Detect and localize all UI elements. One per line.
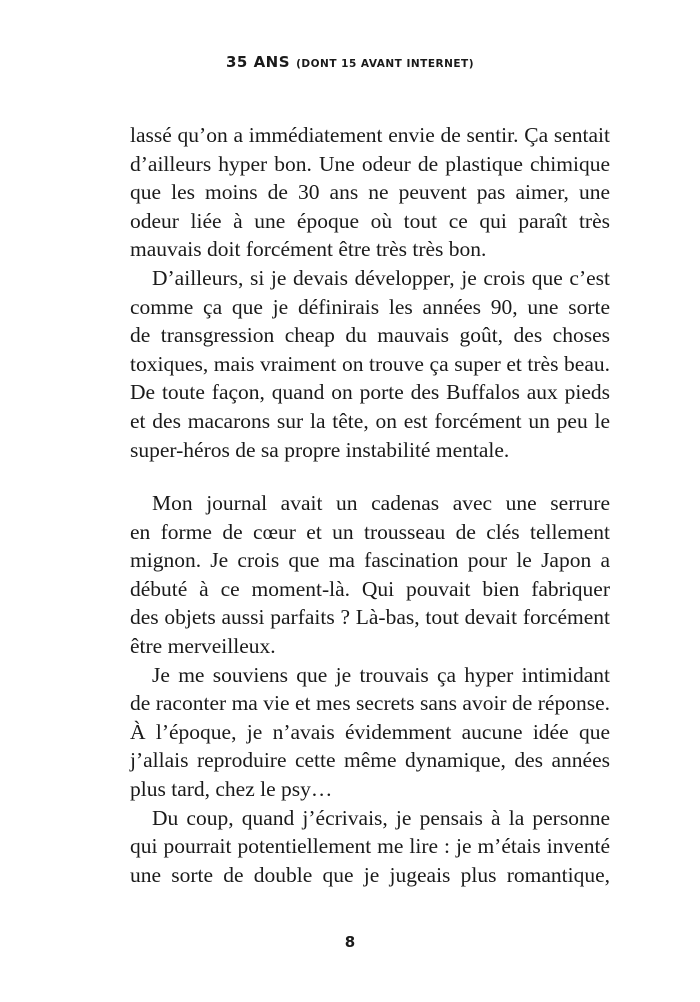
text-line: une sorte de double que je jugeais plus romantique, <box>130 862 610 887</box>
text-line: super-héros de sa propre instabilité mentale. <box>130 437 510 462</box>
text-line: plus tard, chez le psy… <box>130 776 333 801</box>
text-line: que les moins de 30 ans ne peuvent pas aimer, une <box>130 180 610 205</box>
header-subtitle: (DONT 15 AVANT INTERNET) <box>296 58 475 70</box>
text-line: débuté à ce moment-là. Qui pouvait bien fabriquer <box>130 576 610 601</box>
text-line: comme ça que je définirais les années 90, une sorte <box>130 294 610 319</box>
text-line: mauvais doit forcément être très très bon. <box>130 237 487 262</box>
text-line: lassé qu’on a immédiatement envie de sentir. Ça sentait <box>130 123 610 147</box>
text-line: être merveilleux. <box>130 633 276 658</box>
text-line: À l’époque, je n’avais évidemment aucune idée que <box>130 719 610 744</box>
text-line: toxiques, mais vraiment on trouve ça super et très beau. <box>130 351 610 376</box>
text-line: odeur liée à une époque où tout ce qui paraît très <box>130 208 610 233</box>
text-line: des objets aussi parfaits ? Là-bas, tout devait forcément <box>130 605 610 630</box>
text-line: j’allais reproduire cette même dynamique, des années <box>130 748 610 773</box>
running-header <box>0 52 700 71</box>
body-text-section-1 <box>130 121 610 464</box>
text-line: Du coup, quand j’écrivais, je pensais à la personne <box>152 805 610 830</box>
text-line: Mon journal avait un cadenas avec une serrure <box>152 491 610 515</box>
text-line: en forme de cœur et un trousseau de clés tellement <box>130 519 610 544</box>
body-text-section-2 <box>130 489 610 889</box>
text-line: de transgression cheap du mauvais goût, des choses <box>130 323 610 348</box>
page-number: 8 <box>344 933 356 951</box>
text-line: D’ailleurs, si je devais développer, je crois que c’est <box>152 265 610 290</box>
text-line: de raconter ma vie et mes secrets sans avoir de réponse. <box>130 691 610 716</box>
text-line: mignon. Je crois que ma fascination pour le Japon a <box>130 548 610 573</box>
text-line: qui pourrait potentiellement me lire : je m’étais inventé <box>130 834 610 859</box>
text-line: De toute façon, quand on porte des Buffalos aux pieds <box>130 380 610 405</box>
text-line: d’ailleurs hyper bon. Une odeur de plastique chimique <box>130 151 610 176</box>
text-line: Je me souviens que je trouvais ça hyper intimidant <box>152 662 610 687</box>
text-line: et des macarons sur la tête, on est forcément un peu le <box>130 408 610 433</box>
header-title: 35 ANS <box>225 53 291 71</box>
